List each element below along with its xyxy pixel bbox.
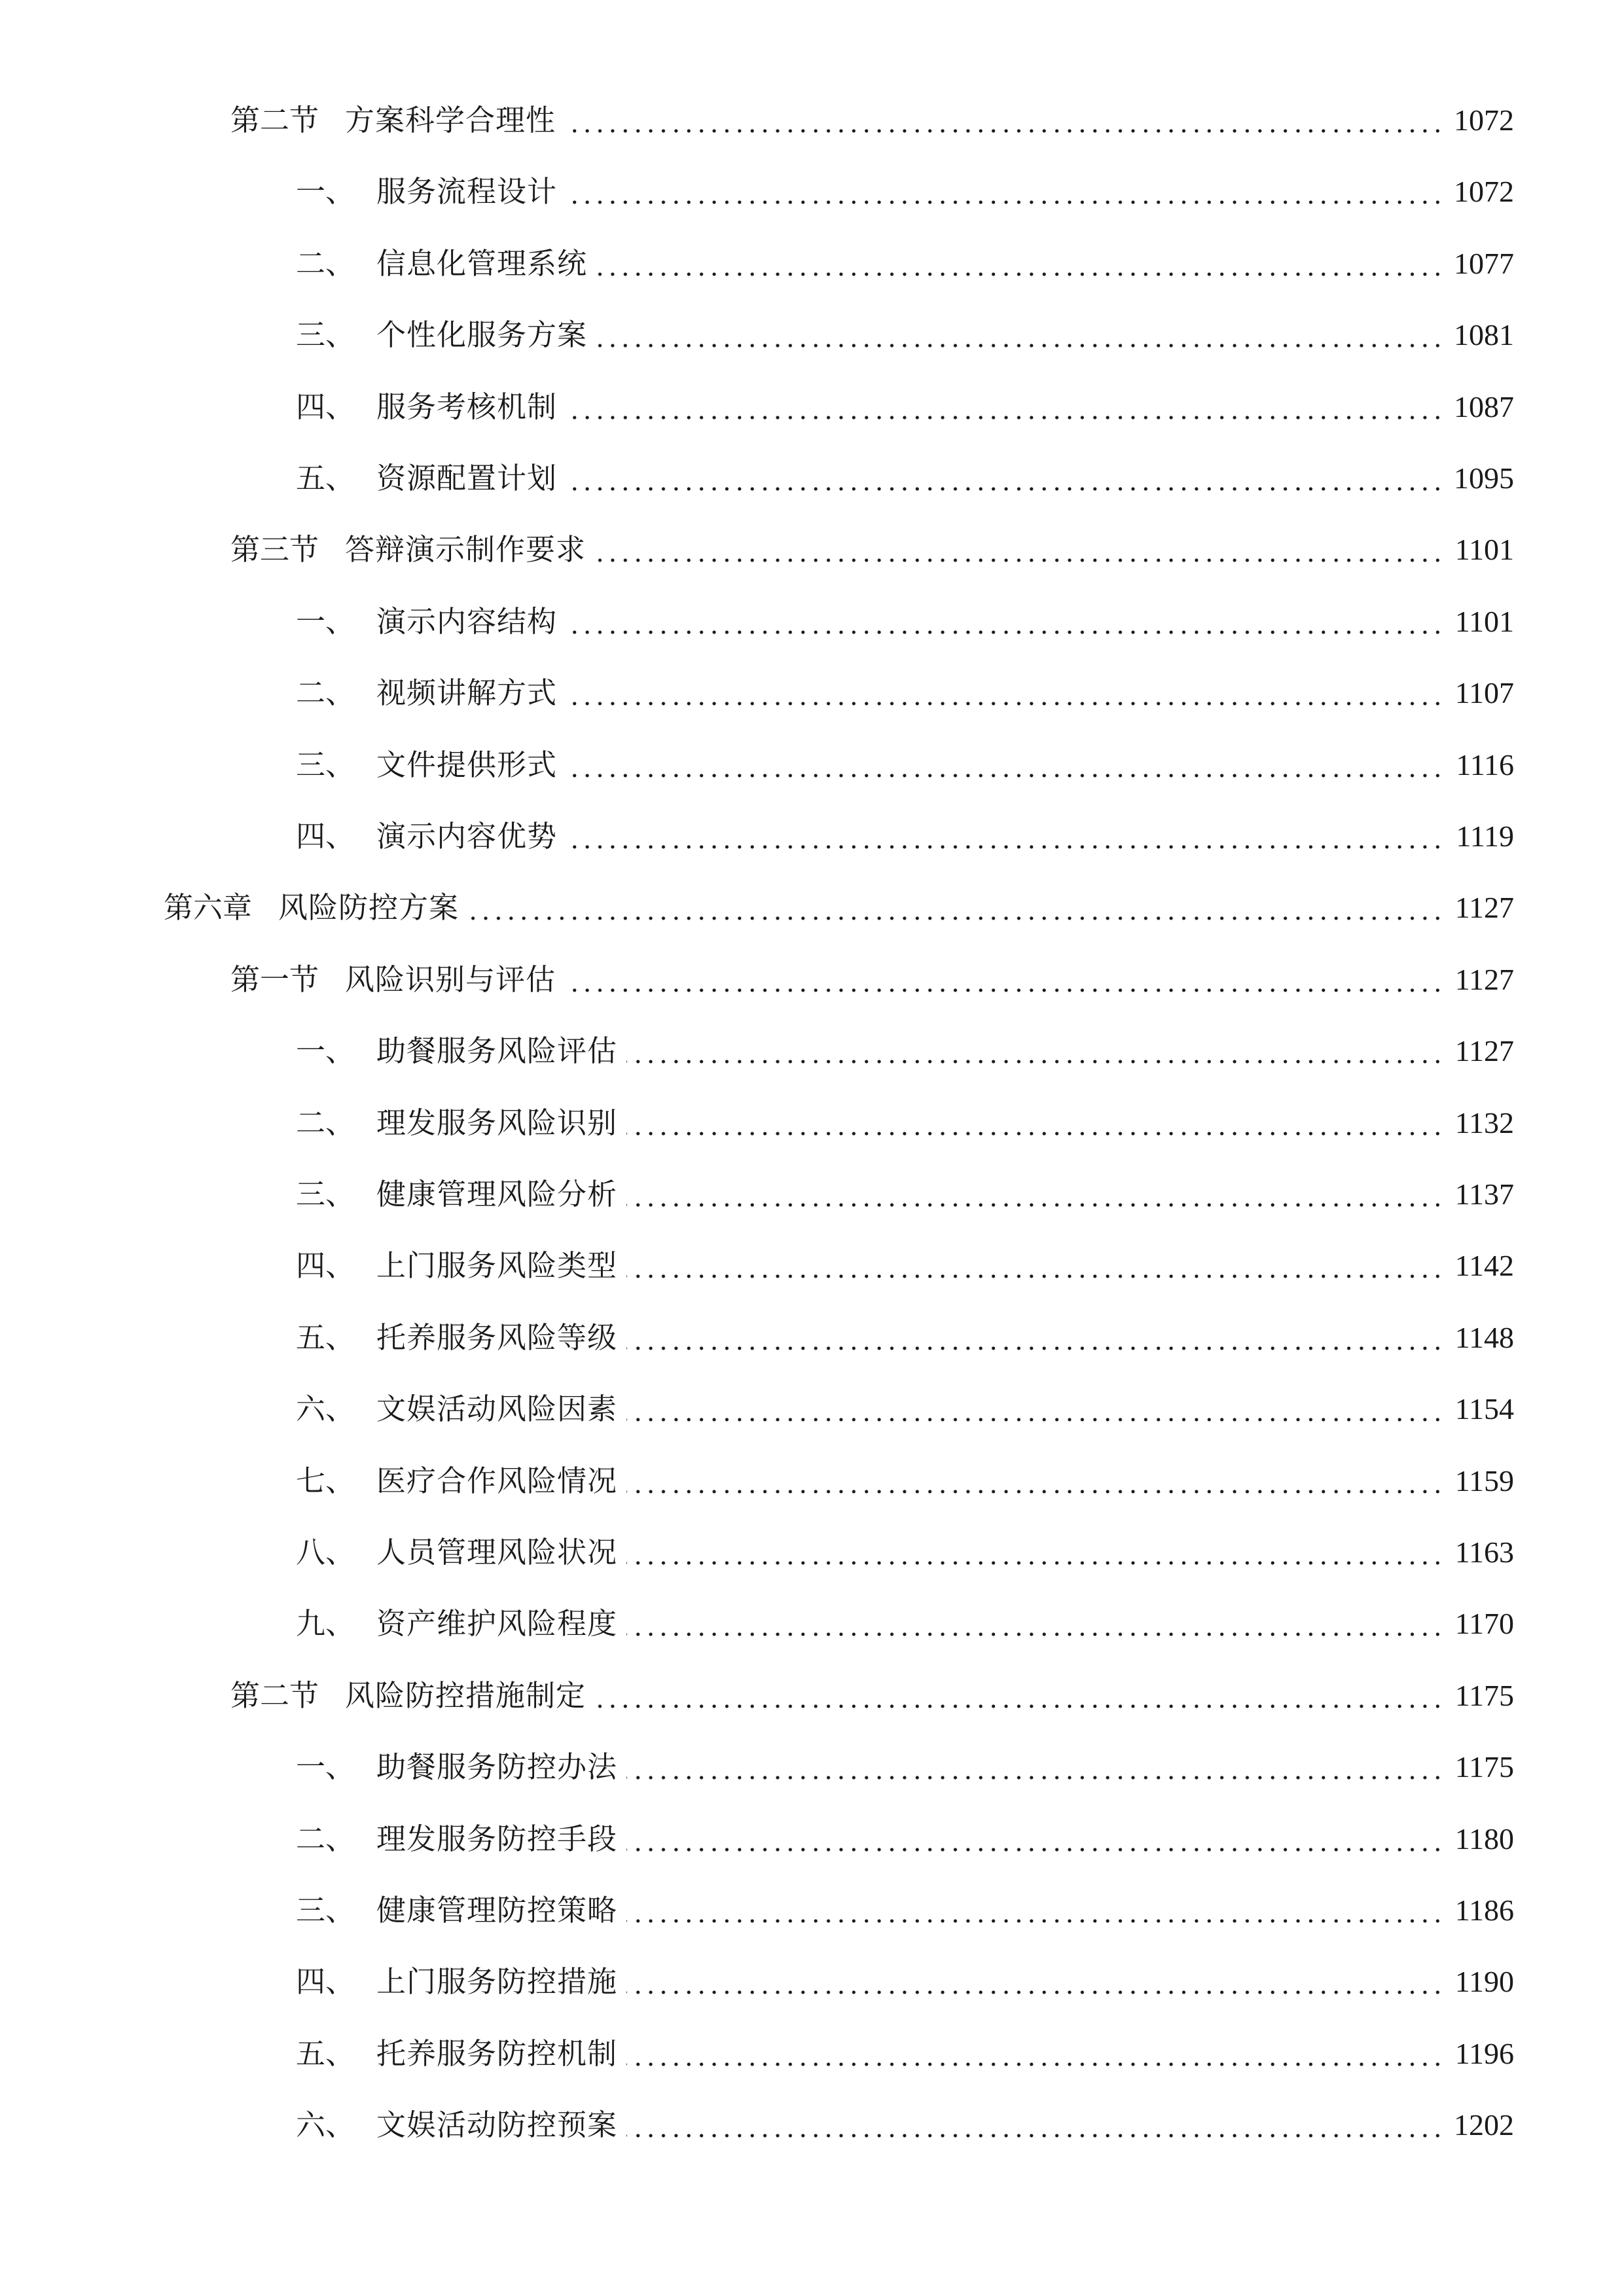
- toc-entry[interactable]: [0, 1455, 1624, 1507]
- toc-entry-number: 五、: [296, 461, 355, 495]
- toc-entry-title: 健康管理风险分析: [376, 1177, 618, 1211]
- toc-entry-number: 三、: [296, 1893, 355, 1928]
- toc-entry-number: 五、: [296, 1319, 355, 1355]
- toc-entry[interactable]: [0, 1598, 1624, 1650]
- toc-entry-number: 二、: [296, 1821, 355, 1856]
- dot-leader: [566, 200, 1444, 205]
- toc-entry-title: 方案科学合理性: [345, 103, 556, 137]
- toc-entry-title: 风险识别与评估: [345, 961, 556, 997]
- toc-entry-title: 资源配置计划: [376, 461, 558, 495]
- toc-entry-number: 一、: [296, 1749, 355, 1785]
- toc-entry-title: 信息化管理系统: [376, 245, 588, 281]
- toc-entry-page-number: 1081: [1454, 318, 1514, 352]
- toc-entry[interactable]: [0, 166, 1624, 218]
- toc-entry[interactable]: [0, 452, 1624, 505]
- toc-entry-page-number: 1127: [1454, 1034, 1514, 1068]
- toc-entry[interactable]: [0, 667, 1624, 719]
- toc-entry[interactable]: [0, 1240, 1624, 1292]
- dot-leader: [626, 1632, 1444, 1637]
- toc-entry[interactable]: [0, 1813, 1624, 1865]
- dot-leader: [596, 272, 1444, 277]
- toc-entry-title: 视频讲解方式: [376, 675, 558, 711]
- toc-entry-title: 托养服务防控机制: [376, 2036, 618, 2071]
- toc-entry-page-number: 1137: [1454, 1177, 1514, 1211]
- toc-entry-number: 七、: [296, 1463, 355, 1498]
- toc-entry-title: 助餐服务防控办法: [376, 1749, 618, 1785]
- toc-entry-page-number: 1175: [1454, 1678, 1514, 1712]
- toc-entry-title: 演示内容结构: [376, 603, 558, 639]
- toc-entry-title: 理发服务防控手段: [376, 1821, 618, 1856]
- dot-leader: [566, 844, 1444, 850]
- toc-entry[interactable]: [0, 1025, 1624, 1077]
- toc-entry[interactable]: [0, 596, 1624, 648]
- dot-leader: [626, 1847, 1444, 1852]
- toc-entry-number: 三、: [296, 317, 355, 353]
- toc-entry[interactable]: [0, 381, 1624, 433]
- toc-entry-number: 六、: [296, 2108, 355, 2143]
- toc-entry-title: 风险防控措施制定: [345, 1677, 586, 1713]
- toc-entry-page-number: 1072: [1454, 103, 1514, 137]
- toc-entry-title: 风险防控方案: [278, 890, 460, 925]
- toc-entry-title: 文件提供形式: [376, 747, 558, 782]
- toc-entry[interactable]: [0, 238, 1624, 290]
- dot-leader: [626, 1990, 1444, 1995]
- toc-entry-page-number: 1196: [1454, 2036, 1514, 2070]
- toc-entry-page-number: 1127: [1454, 891, 1514, 925]
- toc-entry-number: 第二节: [230, 1677, 319, 1713]
- dot-leader: [626, 1489, 1444, 1494]
- toc-entry[interactable]: [0, 1383, 1624, 1435]
- toc-entry-page-number: 1077: [1454, 246, 1514, 280]
- toc-entry-number: 三、: [296, 747, 355, 782]
- toc-entry-title: 资产维护风险程度: [376, 1606, 618, 1641]
- toc-entry-number: 一、: [296, 174, 355, 209]
- toc-entry[interactable]: [0, 94, 1624, 147]
- toc-entry-title: 上门服务风险类型: [376, 1248, 618, 1283]
- dot-leader: [626, 1274, 1444, 1279]
- toc-entry[interactable]: [0, 1741, 1624, 1793]
- dot-leader: [626, 1417, 1444, 1422]
- dot-leader: [596, 343, 1444, 348]
- toc-entry[interactable]: [0, 2028, 1624, 2080]
- toc-entry-title: 人员管理风险状况: [376, 1535, 618, 1570]
- toc-entry-number: 第六章: [164, 890, 253, 925]
- dot-leader: [566, 773, 1444, 778]
- toc-entry-title: 个性化服务方案: [376, 317, 588, 353]
- toc-entry-page-number: 1175: [1454, 1750, 1514, 1784]
- toc-entry-page-number: 1148: [1454, 1320, 1514, 1354]
- toc-entry-title: 助餐服务风险评估: [376, 1033, 618, 1069]
- dot-leader: [626, 1346, 1444, 1351]
- dot-leader: [595, 1704, 1444, 1709]
- toc-entry[interactable]: [0, 524, 1624, 576]
- dot-leader: [566, 415, 1444, 420]
- toc-entry-number: 六、: [296, 1391, 355, 1427]
- dot-leader: [468, 916, 1444, 921]
- toc-entry[interactable]: [0, 1670, 1624, 1722]
- toc-entry[interactable]: [0, 810, 1624, 863]
- toc-entry-title: 答辩演示制作要求: [345, 532, 586, 567]
- toc-entry-number: 三、: [296, 1177, 355, 1211]
- dot-leader: [565, 988, 1444, 993]
- toc-entry[interactable]: [0, 882, 1624, 934]
- toc-entry-number: 二、: [296, 245, 355, 281]
- dot-leader: [626, 1775, 1444, 1780]
- toc-entry-title: 医疗合作风险情况: [376, 1463, 618, 1498]
- toc-entry-number: 第一节: [230, 961, 319, 997]
- toc-entry[interactable]: [0, 1884, 1624, 1937]
- toc-entry[interactable]: [0, 1956, 1624, 2008]
- toc-entry[interactable]: [0, 309, 1624, 361]
- dot-leader: [566, 701, 1444, 706]
- toc-entry-page-number: 1154: [1454, 1392, 1514, 1426]
- toc-entry[interactable]: [0, 2099, 1624, 2151]
- dot-leader: [626, 1131, 1444, 1136]
- toc-entry-number: 五、: [296, 2036, 355, 2071]
- dot-leader: [565, 128, 1444, 134]
- dot-leader: [626, 2133, 1444, 2138]
- toc-entry-page-number: 1087: [1454, 389, 1514, 423]
- toc-entry-number: 第二节: [230, 103, 319, 137]
- toc-entry-page-number: 1186: [1454, 1893, 1514, 1927]
- toc-entry-number: 九、: [296, 1606, 355, 1641]
- toc-entry-number: 二、: [296, 1105, 355, 1140]
- toc-entry-page-number: 1180: [1454, 1821, 1514, 1856]
- toc-entry-number: 四、: [296, 819, 355, 853]
- toc-entry-title: 理发服务风险识别: [376, 1105, 618, 1140]
- dot-leader: [626, 2062, 1444, 2067]
- toc-entry-number: 四、: [296, 1964, 355, 2000]
- toc-entry-number: 八、: [296, 1535, 355, 1570]
- toc-entry-page-number: 1190: [1454, 1965, 1514, 1999]
- dot-leader: [626, 1059, 1444, 1064]
- toc-entry-page-number: 1163: [1454, 1535, 1514, 1569]
- dot-leader: [566, 486, 1444, 492]
- toc-entry-number: 二、: [296, 675, 355, 711]
- toc-entry[interactable]: [0, 1097, 1624, 1149]
- toc-entry-page-number: 1159: [1454, 1463, 1514, 1498]
- toc-entry[interactable]: [0, 1168, 1624, 1221]
- toc-entry-page-number: 1072: [1454, 175, 1514, 209]
- toc-entry-number: 第三节: [230, 532, 319, 567]
- toc-entry-number: 四、: [296, 389, 355, 424]
- toc-entry-page-number: 1107: [1454, 676, 1514, 710]
- toc-entry-title: 文娱活动风险因素: [376, 1391, 618, 1427]
- toc-entry-title: 服务考核机制: [376, 389, 558, 424]
- toc-entry-number: 一、: [296, 1033, 355, 1069]
- toc-entry-title: 服务流程设计: [376, 174, 558, 209]
- toc-entry[interactable]: [0, 739, 1624, 791]
- toc-entry-page-number: 1127: [1454, 962, 1514, 996]
- toc-entry-page-number: 1101: [1454, 604, 1514, 638]
- toc-entry-page-number: 1202: [1454, 2108, 1514, 2142]
- toc-entry[interactable]: [0, 954, 1624, 1006]
- toc-entry-page-number: 1142: [1454, 1249, 1514, 1283]
- toc-entry-page-number: 1095: [1454, 461, 1514, 495]
- toc-entry-title: 上门服务防控措施: [376, 1964, 618, 2000]
- toc-entry[interactable]: [0, 1526, 1624, 1579]
- toc-entry-page-number: 1132: [1454, 1105, 1514, 1139]
- toc-entry-title: 健康管理防控策略: [376, 1893, 618, 1928]
- dot-leader: [626, 1918, 1444, 1924]
- dot-leader: [626, 1560, 1444, 1566]
- toc-entry-title: 演示内容优势: [376, 819, 558, 853]
- toc-entry[interactable]: [0, 1312, 1624, 1364]
- toc-entry-page-number: 1119: [1456, 819, 1514, 853]
- dot-leader: [566, 630, 1444, 635]
- dot-leader: [626, 1202, 1444, 1208]
- toc-entry-title: 托养服务风险等级: [376, 1319, 618, 1355]
- toc-entry-page-number: 1101: [1454, 533, 1514, 567]
- dot-leader: [595, 558, 1444, 563]
- toc-entry-page-number: 1116: [1456, 747, 1514, 781]
- toc-entry-title: 文娱活动防控预案: [376, 2108, 618, 2143]
- toc-entry-number: 一、: [296, 603, 355, 639]
- toc-entry-number: 四、: [296, 1248, 355, 1283]
- toc-entry-page-number: 1170: [1454, 1607, 1514, 1641]
